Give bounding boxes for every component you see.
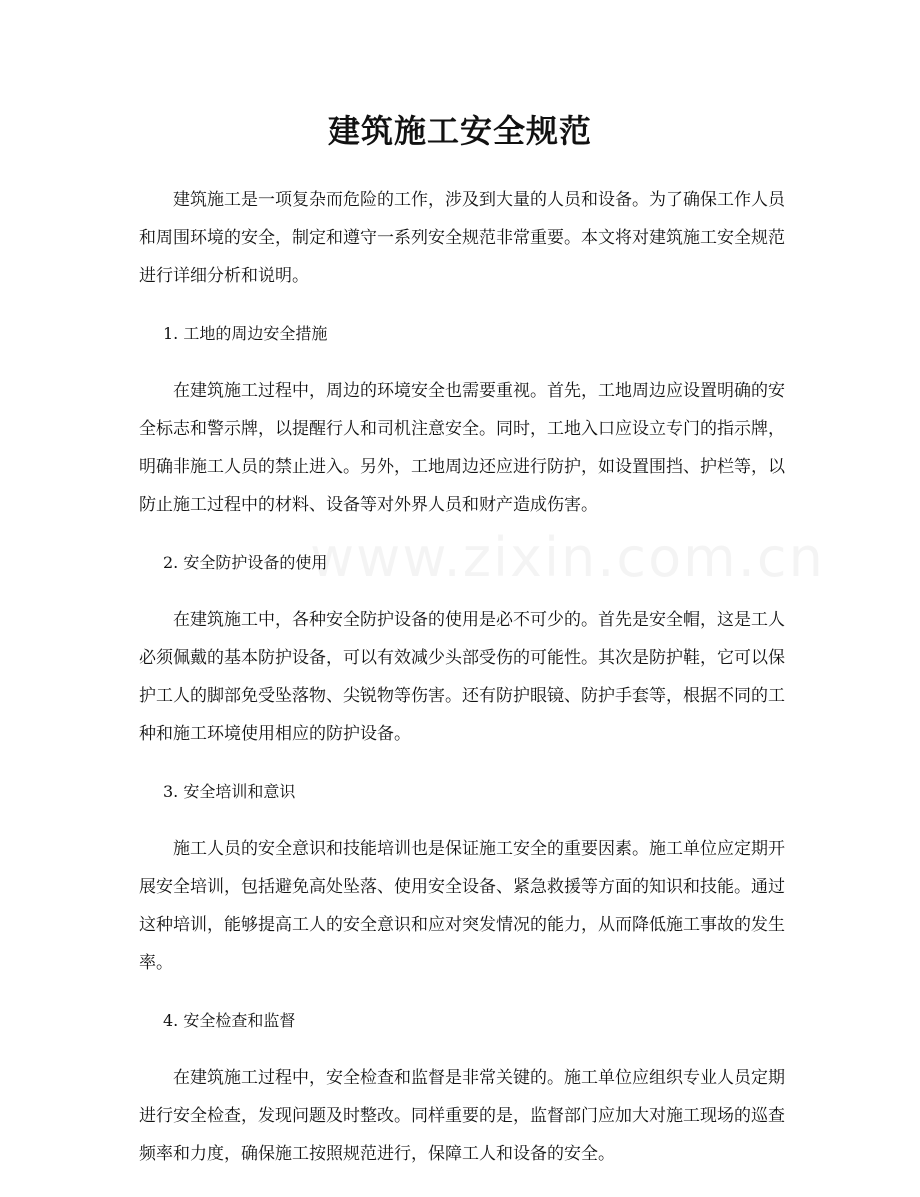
section-paragraph-2: 在建筑施工中，各种安全防护设备的使用是必不可少的。首先是安全帽，这是工人必须佩戴的基本防护设备，可以有效减少头部受伤的可能性。其次是防护鞋，它可以保护工人的脚部免受坠落物、尖锐物等伤害。还有防护眼镜、防护手套等，根据不同的工种和施工环境使用相应的防护设备。	[139, 610, 785, 744]
document-title: 建筑施工安全规范	[327, 112, 592, 150]
section-paragraph-3: 施工人员的安全意识和技能培训也是保证施工安全的重要因素。施工单位应定期开展安全培训，包括避免高处坠落、使用安全设备、紧急救援等方面的知识和技能。通过这种培训，能够提高工人的安全意识和应对突发情况的能力，从而降低施工事故的发生率。	[139, 839, 785, 973]
section-heading-3: 3. 安全培训和意识	[163, 782, 296, 801]
section-heading-2: 2. 安全防护设备的使用	[163, 553, 328, 572]
intro-paragraph: 建筑施工是一项复杂而危险的工作，涉及到大量的人员和设备。为了确保工作人员和周围环境的安全，制定和遵守一系列安全规范非常重要。本文将对建筑施工安全规范进行详细分析和说明。	[139, 190, 785, 286]
section-paragraph-4: 在建筑施工过程中，安全检查和监督是非常关键的。施工单位应组织专业人员定期进行安全检查，发现问题及时整改。同样重要的是，监督部门应加大对施工现场的巡查频率和力度，确保施工按照规范进行，保障工人和设备的安全。	[139, 1068, 785, 1164]
section-paragraph-1: 在建筑施工过程中，周边的环境安全也需要重视。首先，工地周边应设置明确的安全标志和警示牌，以提醒行人和司机注意安全。同时，工地入口应设立专门的指示牌，明确非施工人员的禁止进入。另外，工地周边还应进行防护，如设置围挡、护栏等，以防止施工过程中的材料、设备等对外界人员和财产造成伤害。	[139, 381, 785, 515]
section-heading-1: 1. 工地的周边安全措施	[163, 324, 328, 343]
section-heading-4: 4. 安全检查和监督	[163, 1011, 296, 1030]
document-body	[139, 181, 785, 1197]
